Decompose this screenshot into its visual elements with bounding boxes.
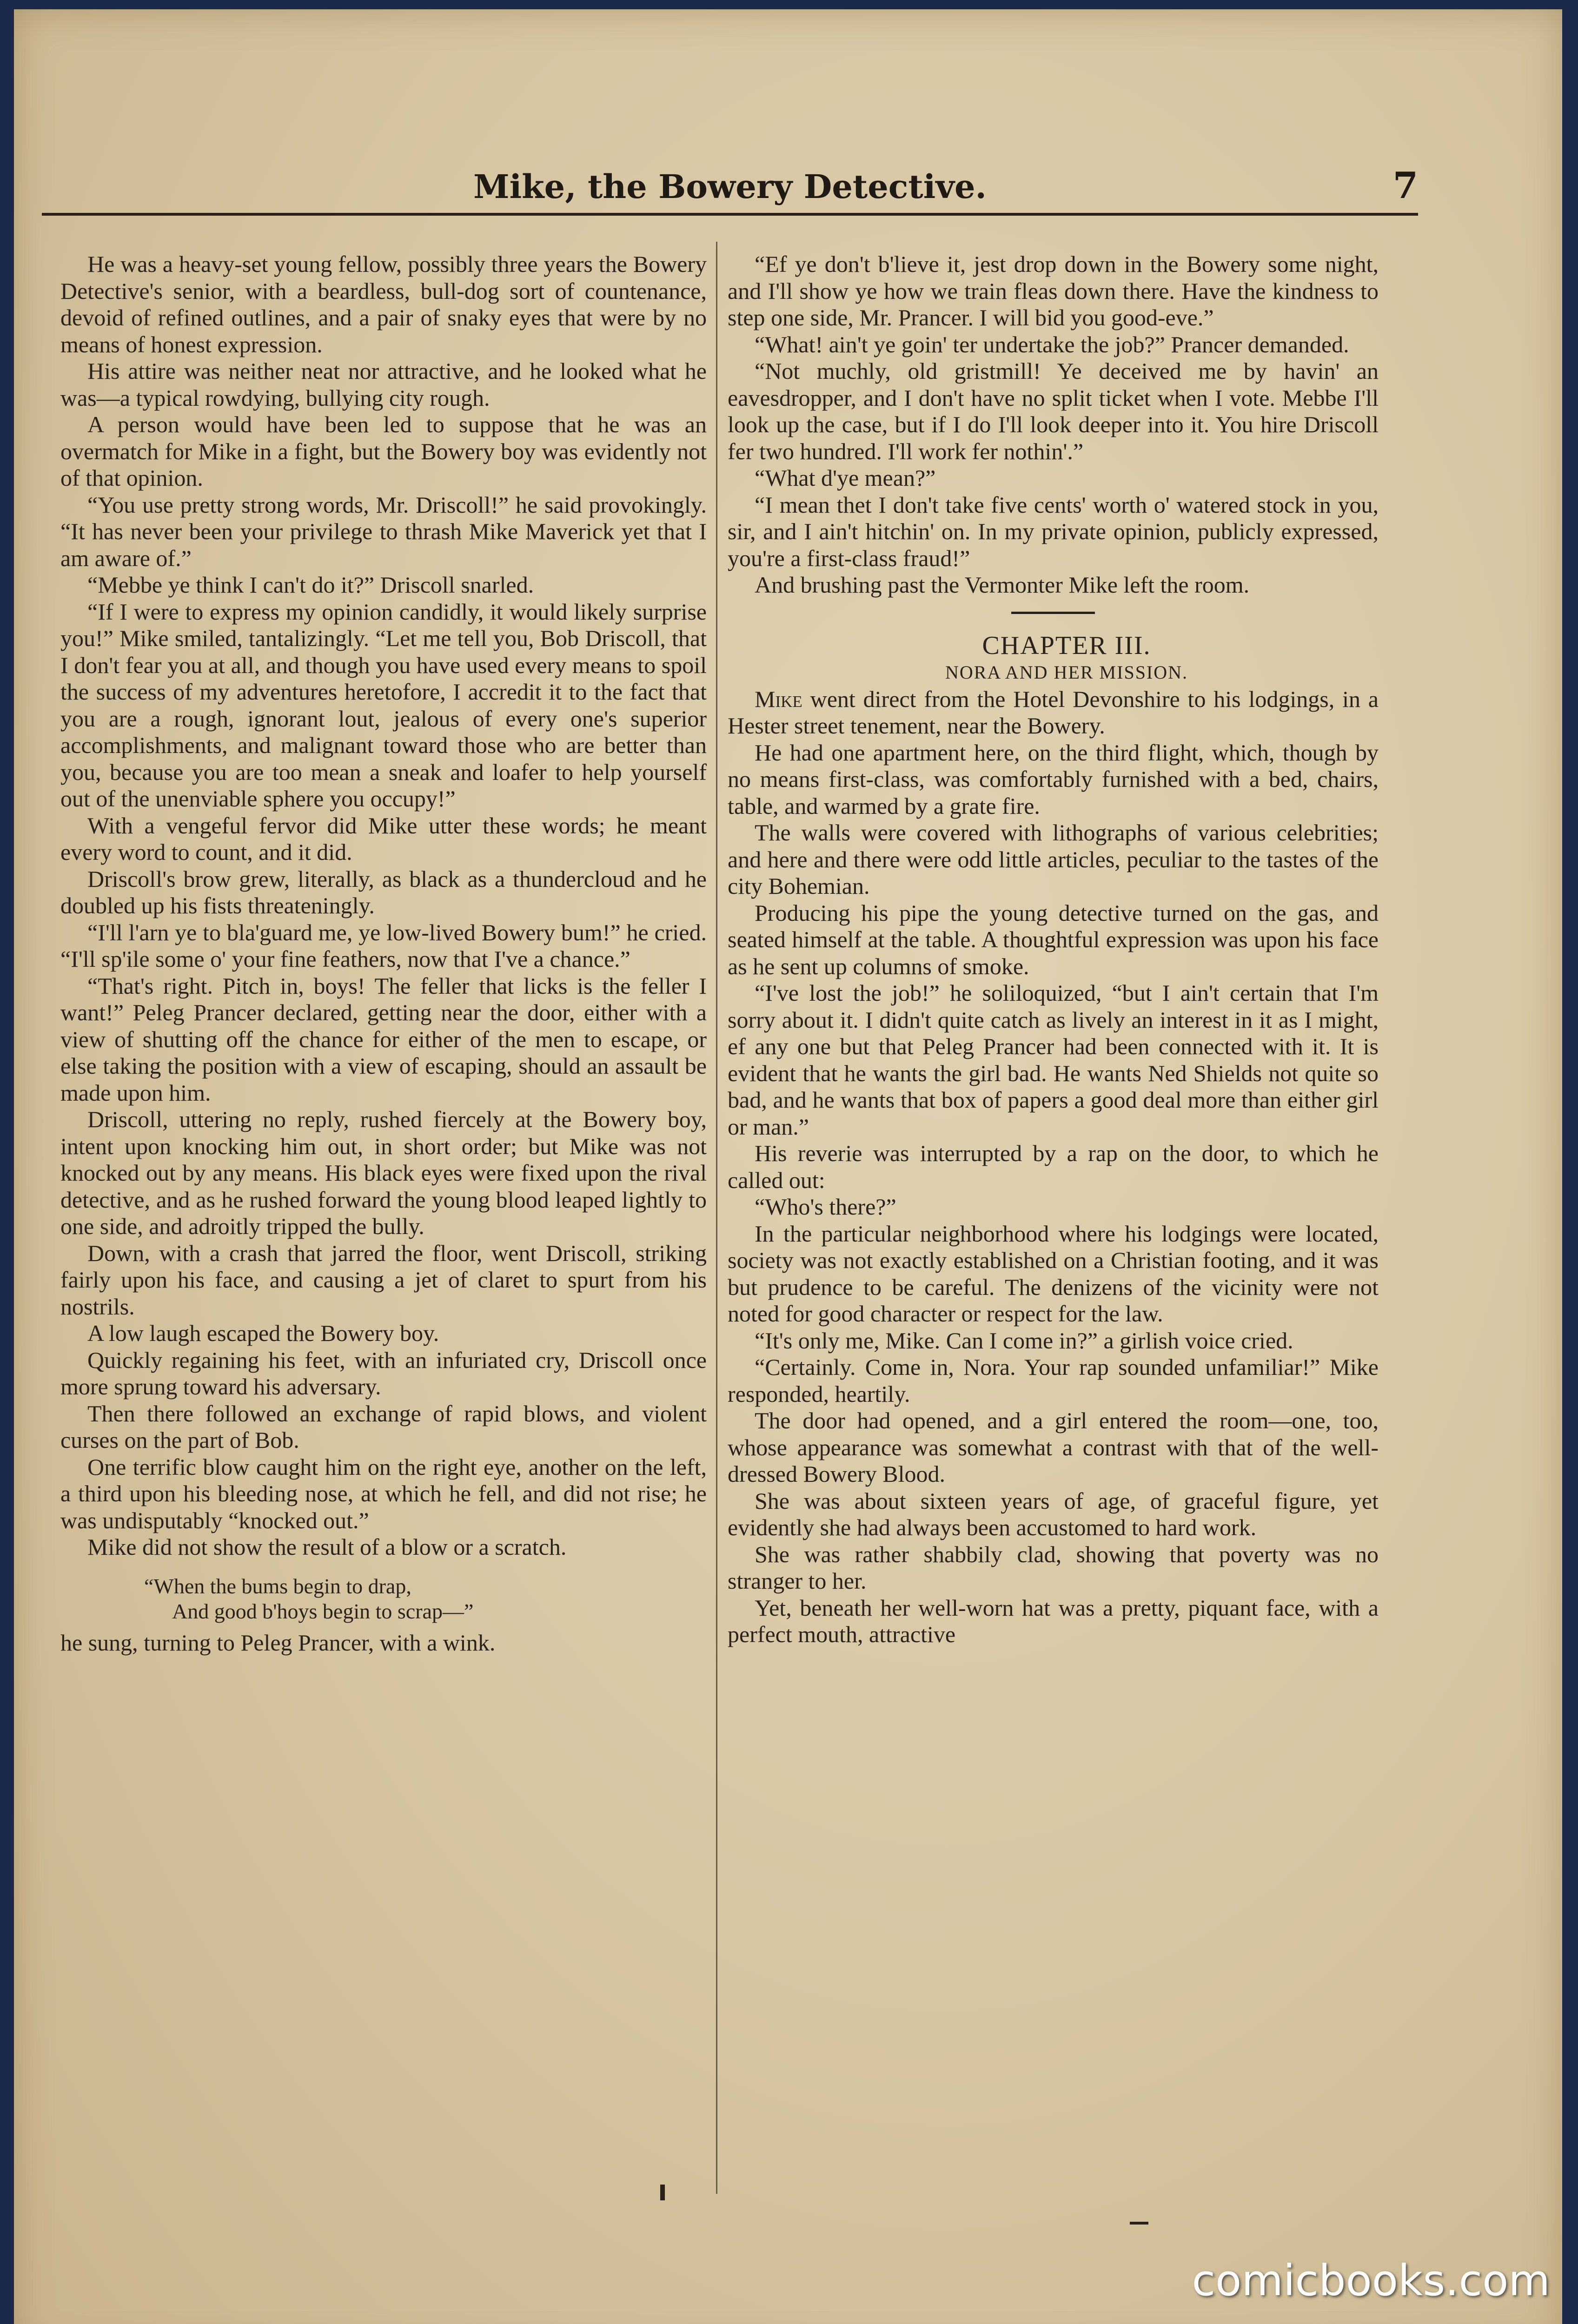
paragraph: “I've lost the job!” he soliloquized, “but I ain't certain that I'm sorry about it. I didn't quite catch as lively an interest in it as I might, ef any one but that Peleg Prancer had been connected with it. It is evident that he wants the girl bad. He wants Ned Shields not quite so bad, and he wants that box of papers a good deal more than either girl or man.”	[728, 980, 1379, 1140]
paragraph: A low laugh escaped the Bowery boy.	[87, 1320, 439, 1346]
paragraph: And brushing past the Vermonter Mike left the room.	[755, 572, 1250, 598]
paragraph: His reverie was interrupted by a rap on the door, to which he called out:	[728, 1140, 1379, 1193]
paragraph: Down, with a crash that jarred the floor, went Driscoll, striking fairly upon his face, and causing a jet of claret to spurt from his nostrils.	[60, 1240, 707, 1320]
paragraph: “Mebbe ye think I can't do it?” Driscoll snarled.	[87, 572, 534, 598]
paragraph: “Certainly. Come in, Nora. Your rap sounded unfamiliar!” Mike responded, heartily.	[728, 1354, 1379, 1407]
paragraph: “You use pretty strong words, Mr. Driscoll!” he said provokingly. “It has never been your privilege to thrash Mike Maverick yet that I am aware of.”	[60, 491, 707, 571]
paragraph: Driscoll, uttering no reply, rushed fiercely at the Bowery boy, intent upon knocking him out, in short order; but Mike was not knocked out by any means. His black eyes were fixed upon the rival detective, and as he rushed forward the young blood leaped lightly to one side, and adroitly tripped the bully.	[60, 1106, 707, 1239]
paragraph: She was about sixteen years of age, of graceful figure, yet evidently she had always been accustomed to hard work.	[728, 1487, 1379, 1540]
paragraph: “That's right. Pitch in, boys! The feller that licks is the feller I want!” Peleg Prancer declared, getting near the door, either with a view of shutting off the chance for either of the men to escape, or else taking the position with a view of escaping, should an assault be made upon him.	[60, 972, 707, 1106]
header-rule	[42, 213, 1418, 216]
paragraph: Mike did not show the result of a blow or a scratch.	[87, 1534, 567, 1560]
watermark: comicbooks.com	[1192, 2256, 1550, 2305]
right-column	[728, 251, 1379, 1648]
column-divider	[716, 242, 717, 2194]
magazine-page	[14, 9, 1562, 2324]
paragraph: In the particular neighborhood where his lodgings were located, society was not exactly established on a Christian footing, and it was but prudence to be careful. The denizens of the vicinity were not noted for good character or respect for the law.	[728, 1220, 1379, 1327]
paragraph: he sung, turning to Peleg Prancer, with a wink.	[60, 1629, 496, 1656]
paragraph: Quickly regaining his feet, with an infuriated cry, Driscoll once more sprung toward his adversary.	[60, 1347, 707, 1400]
section-rule	[1011, 612, 1095, 614]
paragraph-text: went direct from the Hotel Devonshire to his lodgings, in a Hester street tenement, near the Bowery.	[728, 686, 1379, 739]
verse-line: “When the bums begin to drap,	[144, 1574, 411, 1598]
paragraph: “If I were to express my opinion candidly, it would likely surprise you!” Mike smiled, tantalizingly. “Let me tell you, Bob Driscoll, that I don't fear you at all, and though you have used every means to spoil the success of my adventures heretofore, I accredit it to the fact that you are a rough, ignorant lout, jealous of every one's superior accomplishments, and malignant toward those who are better than you, because you are too mean a sneak and loafer to help yourself out of the unenviable sphere you occupy!”	[60, 598, 707, 812]
paragraph: “It's only me, Mike. Can I come in?” a girlish voice cried.	[755, 1327, 1293, 1353]
paragraph: “I mean thet I don't take five cents' worth o' watered stock in you, sir, and I ain't hitchin' on. In my private opinion, publicly expressed, you're a first-class fraud!”	[728, 491, 1379, 571]
paragraph: “I'll l'arn ye to bla'guard me, ye low-lived Bowery bum!” he cried. “I'll sp'ile some o' your fine feathers, now that I've a chance.”	[60, 919, 707, 972]
paragraph: “Ef ye don't b'lieve it, jest drop down in the Bowery some night, and I'll show ye how we train fleas down there. Have the kindness to step one side, Mr. Prancer. I will bid you good-eve.”	[728, 251, 1379, 330]
paragraph: “What d'ye mean?”	[755, 465, 936, 491]
verse-line: And good b'hoys begin to scrap—”	[172, 1599, 474, 1623]
ink-speck	[660, 2185, 665, 2200]
lead-word: Mike	[755, 686, 802, 712]
paragraph: His attire was neither neat nor attractive, and he looked what he was—a typical rowdying, bullying city rough.	[60, 358, 707, 411]
paragraph: The door had opened, and a girl entered the room—one, too, whose appearance was somewhat a contrast with that of the well-dressed Bowery Blood.	[728, 1407, 1379, 1487]
paragraph: “Not muchly, old gristmill! Ye deceived me by havin' an eavesdropper, and I don't have no split ticket when I vote. Mebbe I'll look up the case, but if I do I'll look deeper into it. You hire Driscoll fer two hundred. I'll work fer nothin'.”	[728, 358, 1379, 464]
running-title: Mike, the Bowery Detective.	[473, 167, 987, 206]
ink-speck	[1130, 2222, 1148, 2225]
paragraph: One terrific blow caught him on the right eye, another on the left, a third upon his bleeding nose, at which he fell, and did not rise; he was undisputably “knocked out.”	[60, 1453, 707, 1533]
paragraph: “What! ain't ye goin' ter undertake the job?” Prancer demanded.	[755, 331, 1349, 357]
paragraph: A person would have been led to suppose that he was an overmatch for Mike in a fight, but the Bowery boy was evidently not of that opinion.	[60, 411, 707, 491]
paragraph: Then there followed an exchange of rapid blows, and violent curses on the part of Bob.	[60, 1400, 707, 1453]
song-verse	[60, 1574, 707, 1624]
left-column	[60, 251, 707, 1656]
paragraph: “Who's there?”	[755, 1194, 896, 1220]
page-number: 7	[1392, 165, 1418, 207]
paragraph: She was rather shabbily clad, showing that poverty was no stranger to her.	[728, 1541, 1379, 1594]
paragraph: He had one apartment here, on the third flight, which, though by no means first-class, was comfortably furnished with a bed, chairs, table, and warmed by a grate fire.	[728, 739, 1379, 819]
paragraph: He was a heavy-set young fellow, possibly three years the Bowery Detective's senior, with a beardless, bull-dog sort of countenance, devoid of refined outlines, and a pair of snaky eyes that were by no means of honest expression.	[60, 251, 707, 357]
paragraph: Producing his pipe the young detective turned on the gas, and seated himself at the table. A thoughtful expression was upon his face as he sent up columns of smoke.	[728, 899, 1379, 979]
paragraph: Driscoll's brow grew, literally, as black as a thundercloud and he doubled up his fists threateningly.	[60, 865, 707, 918]
paragraph: The walls were covered with lithographs of various celebrities; and here and there were odd little articles, peculiar to the tastes of the city Bohemian.	[728, 819, 1379, 899]
chapter-title: CHAPTER III.	[982, 631, 1151, 660]
chapter-subtitle: NORA AND HER MISSION.	[945, 662, 1188, 683]
page-header	[42, 167, 1418, 218]
paragraph	[728, 686, 1379, 739]
paragraph: Yet, beneath her well-worn hat was a pretty, piquant face, with a perfect mouth, attractive	[728, 1594, 1379, 1647]
paragraph: With a vengeful fervor did Mike utter these words; he meant every word to count, and it did.	[60, 812, 707, 865]
